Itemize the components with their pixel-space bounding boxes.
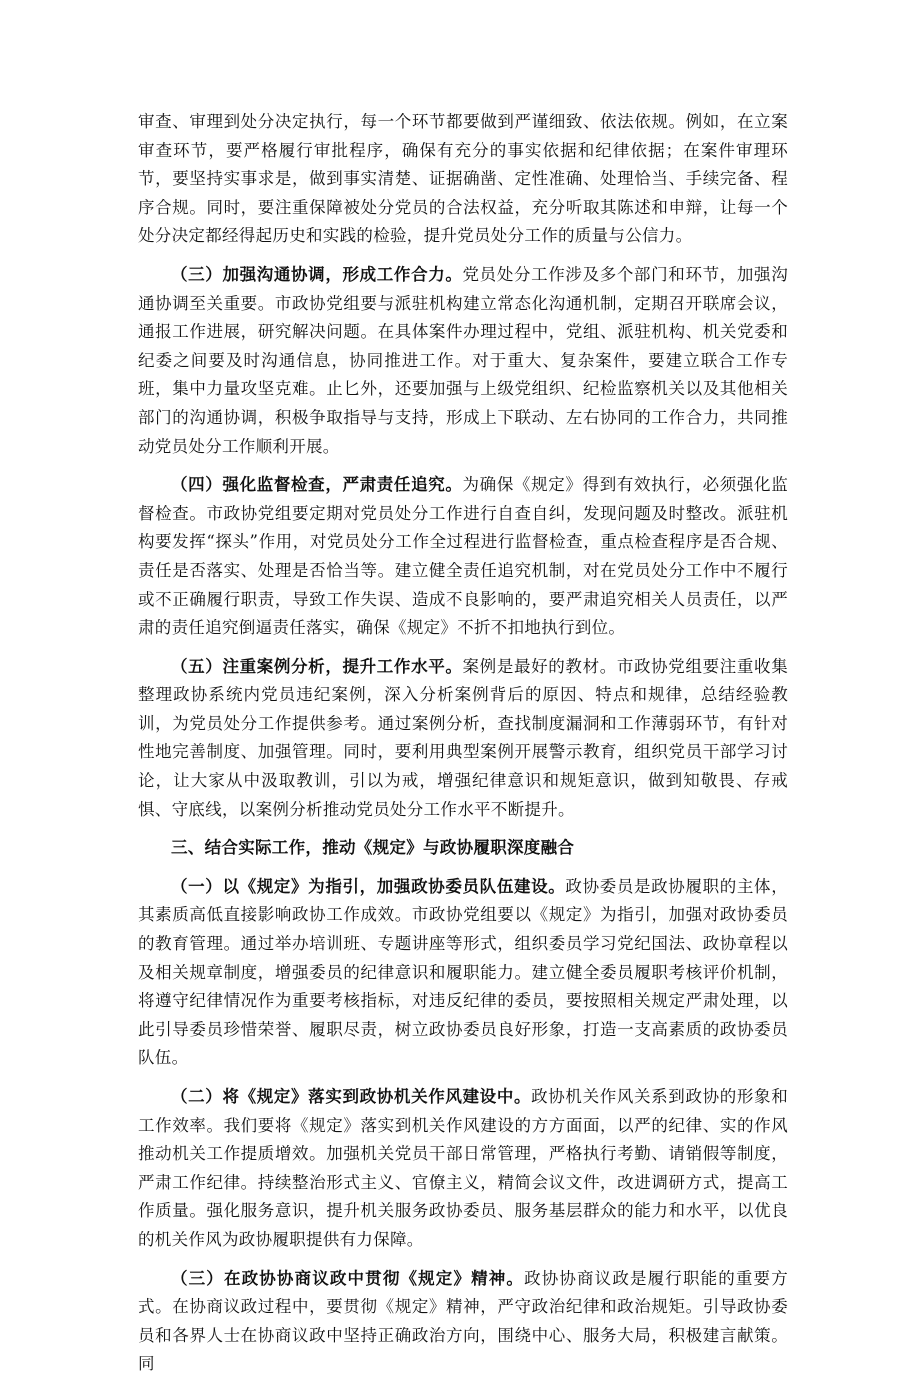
document-page [138,108,788,1389]
paragraph-work-style [138,1083,788,1255]
paragraph-lead: （三）在政协协商议政中贯彻《规定》精神。 [171,1268,525,1288]
paragraph-text: 案例是最好的教材。市政协党组要注重收集整理政协系统内党员违纪案例，深入分析案例背后的原因、特点和规律，总结经验教训，为党员处分工作提供参考。通过案例分析，查找制度漏洞和工作薄弱环节，有针对性地完善制度、加强管理。同时，要利用典型案例开展警示教育，组织党员干部学习讨论，让大家从中汲取教训，引以为戒，增强纪律意识和规矩意识，做到知敬畏、存戒惧、守底线，以案例分析推动党员处分工作水平不断提升。 [138,656,788,819]
paragraph-text: 政协委员是政协履职的主体，其素质高低直接影响政协工作成效。市政协党组要以《规定》为指引，加强对政协委员的教育管理。通过举办培训班、专题讲座等形式，组织委员学习党纪国法、政协章程以及相关规章制度，增强委员的纪律意识和履职能力。建立健全委员履职考核评价机制，将遵守纪律情况作为重要考核指标，对违反纪律的委员，要按照相关规定严肃处理，以此引导委员珍惜荣誉、履职尽责，树立政协委员良好形象，打造一支高素质的政协委员队伍。 [138,876,789,1068]
paragraph-case-analysis [138,653,788,825]
paragraph-supervision [138,471,788,643]
paragraph-lead: （一）以《规定》为指引，加强政协委员队伍建设。 [171,876,566,896]
paragraph-lead: （五）注重案例分析，提升工作水平。 [171,656,463,676]
paragraph-text: 为确保《规定》得到有效执行，必须强化监督检查。市政协党组要定期对党员处分工作进行自查自纠，发现问题及时整改。派驻机构要发挥“探头”作用，对党员处分工作全过程进行监督检查，重点检查程序是否合规、责任是否落实、处理是否恰当等。建立健全责任追究机制，对在党员处分工作中不履行或不正确履行职责，导致工作失误、造成不良影响的，要严肃追究相关人员责任，以严肃的责任追究倒逼责任落实，确保《规定》不折不扣地执行到位。 [138,475,788,638]
paragraph-lead: （三）加强沟通协调，形成工作合力。 [171,264,463,284]
paragraph-communication [138,261,788,461]
paragraph-committee-members [138,873,788,1073]
paragraph-text: 党员处分工作涉及多个部门和环节，加强沟通协调至关重要。市政协党组要与派驻机构建立常态化沟通机制，定期召开联席会议，通报工作进展，研究解决问题。在具体案件办理过程中，党组、派驻机构、机关党委和纪委之间要及时沟通信息，协同推进工作。对于重大、复杂案件，要建立联合工作专班，集中力量攻坚克难。止匕外，还要加强与上级党组织、纪检监察机关以及其他相关部门的沟通协调，积极争取指导与支持，形成上下联动、左右协同的工作合力，共同推动党员处分工作顺利开展。 [138,264,788,456]
section-heading: 三、结合实际工作，推动《规定》与政协履职深度融合 [171,838,575,858]
paragraph-consultation [138,1265,788,1379]
paragraph-lead: （二）将《规定》落实到政协机关作风建设中。 [171,1087,532,1106]
paragraph-text: 审查、审理到处分决定执行，每一个环节都要做到严谨细致、依法依规。例如，在立案审查环节，要严格履行审批程序，确保有充分的事实依据和纪律依据；在案件审理环节，要坚持实事求是，做到事实清楚、证据确凿、定性准确、处理恰当、手续完备、程序合规。同时，要注重保障被处分党员的合法权益，充分听取其陈述和申辩，让每一个处分决定都经得起历史和实践的检验，提升党员处分工作的质量与公信力。 [138,112,788,246]
paragraph-text: 政协协商议政是履行职能的重要方式。在协商议政过程中，要贯彻《规定》精神，严守政治纪律和政治规矩。引导政协委员和各界人士在协商议政中坚持正确政治方向，围绕中心、服务大局，积极建言献策。同 [138,1268,789,1374]
paragraph-continued [138,108,788,251]
paragraph-lead: （四）强化监督检查，严肃责任追究。 [171,475,463,495]
paragraph-text: 政协机关作风关系到政协的形象和工作效率。我们要将《规定》落实到机关作风建设的方方面面，以严的纪律、实的作风推动机关工作提质增效。加强机关党员干部日常管理，严格执行考勤、请销假等制度，严肃工作纪律。持续整治形式主义、官僚主义，精简会议文件，改进调研方式，提高工作质量。强化服务意识，提升机关服务政协委员、服务基层群众的能力和水平，以优良的机关作风为政协履职提供有力保障。 [138,1087,788,1249]
